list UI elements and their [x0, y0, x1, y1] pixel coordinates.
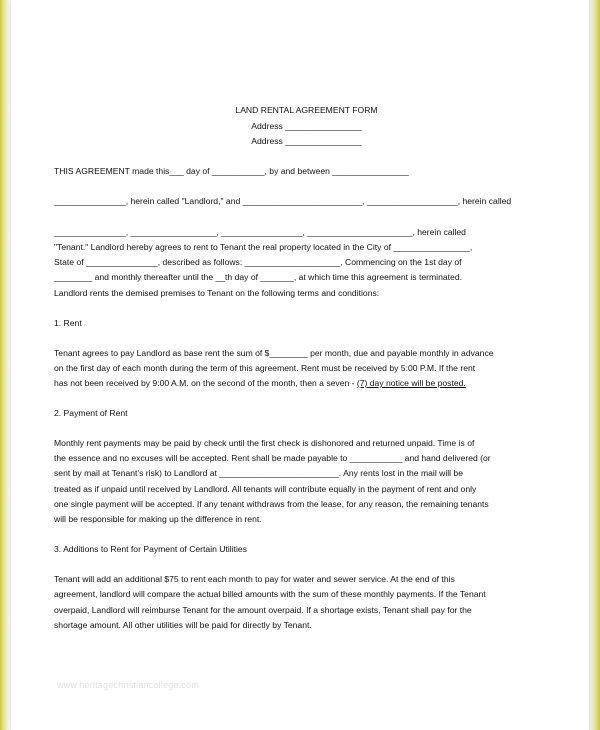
form-title: LAND RENTAL AGREEMENT FORM: [235, 105, 378, 115]
watermark-text: www.heritagechristiancollege.com: [57, 680, 199, 690]
intro-line: Landlord rents the demised premises to Tenant on the following terms and conditions:: [54, 288, 380, 298]
utilities-line: agreement, landlord will compare the actual billed amounts with the sum of these monthly payments. If the Tenant: [54, 589, 486, 599]
address-line-2: Address ________________: [251, 136, 362, 146]
payment-line: Monthly rent payments may be paid by check until the first check is dishonored and returned unpaid. Time is of: [54, 438, 475, 448]
payment-line: will be responsible for making up the difference in rent.: [54, 514, 262, 524]
intro-line: ________ and monthly thereafter until the __th day of _______, at which time this agreement is terminated.: [54, 272, 462, 282]
address-line-1: Address ________________: [251, 121, 362, 131]
intro-line: THIS AGREEMENT made this___ day of ___________, by and between ________________: [54, 166, 409, 176]
section-heading-rent: 1. Rent: [54, 318, 82, 328]
rent-line-text: has not been received by 9:00 A.M. on the second of the month, then a seven -: [54, 378, 357, 388]
intro-line: State of _______________, described as follows: ____________________, Commencing on the 1st day of: [54, 257, 462, 267]
utilities-line: shortage amount. All other utilities will be paid for directly by Tenant.: [54, 620, 312, 630]
document-page: [11, 0, 589, 730]
section-heading-utilities: 3. Additions to Rent for Payment of Certain Utilities: [54, 544, 247, 554]
rent-line: Tenant agrees to pay Landlord as base rent the sum of $________ per month, due and payable monthly in advance: [54, 348, 494, 358]
rent-line: [54, 376, 466, 392]
intro-line: _______________, __________________, _________________, ______________________, herein called: [54, 227, 466, 237]
utilities-line: overpaid, Landlord will reimburse Tenant for the amount overpaid. If a shortage exists, Tenant shall pay for the: [54, 605, 472, 615]
intro-line: "Tenant." Landlord hereby agrees to rent to Tenant the real property located in the City of ________________,: [54, 242, 473, 252]
payment-line: sent by mail at Tenant's risk) to Landlord at _________________________. Any rents lost in the mail will be: [54, 468, 463, 478]
utilities-line: Tenant will add an additional $75 to rent each month to pay for water and sewer service. At the end of this: [54, 574, 455, 584]
payment-line: one single payment will be accepted. If any tenant withdraws from the lease, for any reason, the remaining tenants: [54, 499, 489, 509]
payment-line: treated as if unpaid until received by Landlord. All tenants will contribute equally in the payment of rent and only: [54, 484, 477, 494]
notice-underlined-text: (7) day notice will be posted.: [356, 378, 466, 388]
rent-line: on the first day of each month during the term of this agreement. Rent must be received by 5:00 P.M. If the rent: [54, 363, 476, 373]
intro-line: _______________, herein called "Landlord," and _________________________, ___________________, herein called: [54, 196, 512, 206]
section-heading-payment: 2. Payment of Rent: [54, 408, 128, 418]
payment-line: the essence and no excuses will be accepted. Rent shall be made payable to ___________ and hand delivered (or: [54, 453, 491, 463]
